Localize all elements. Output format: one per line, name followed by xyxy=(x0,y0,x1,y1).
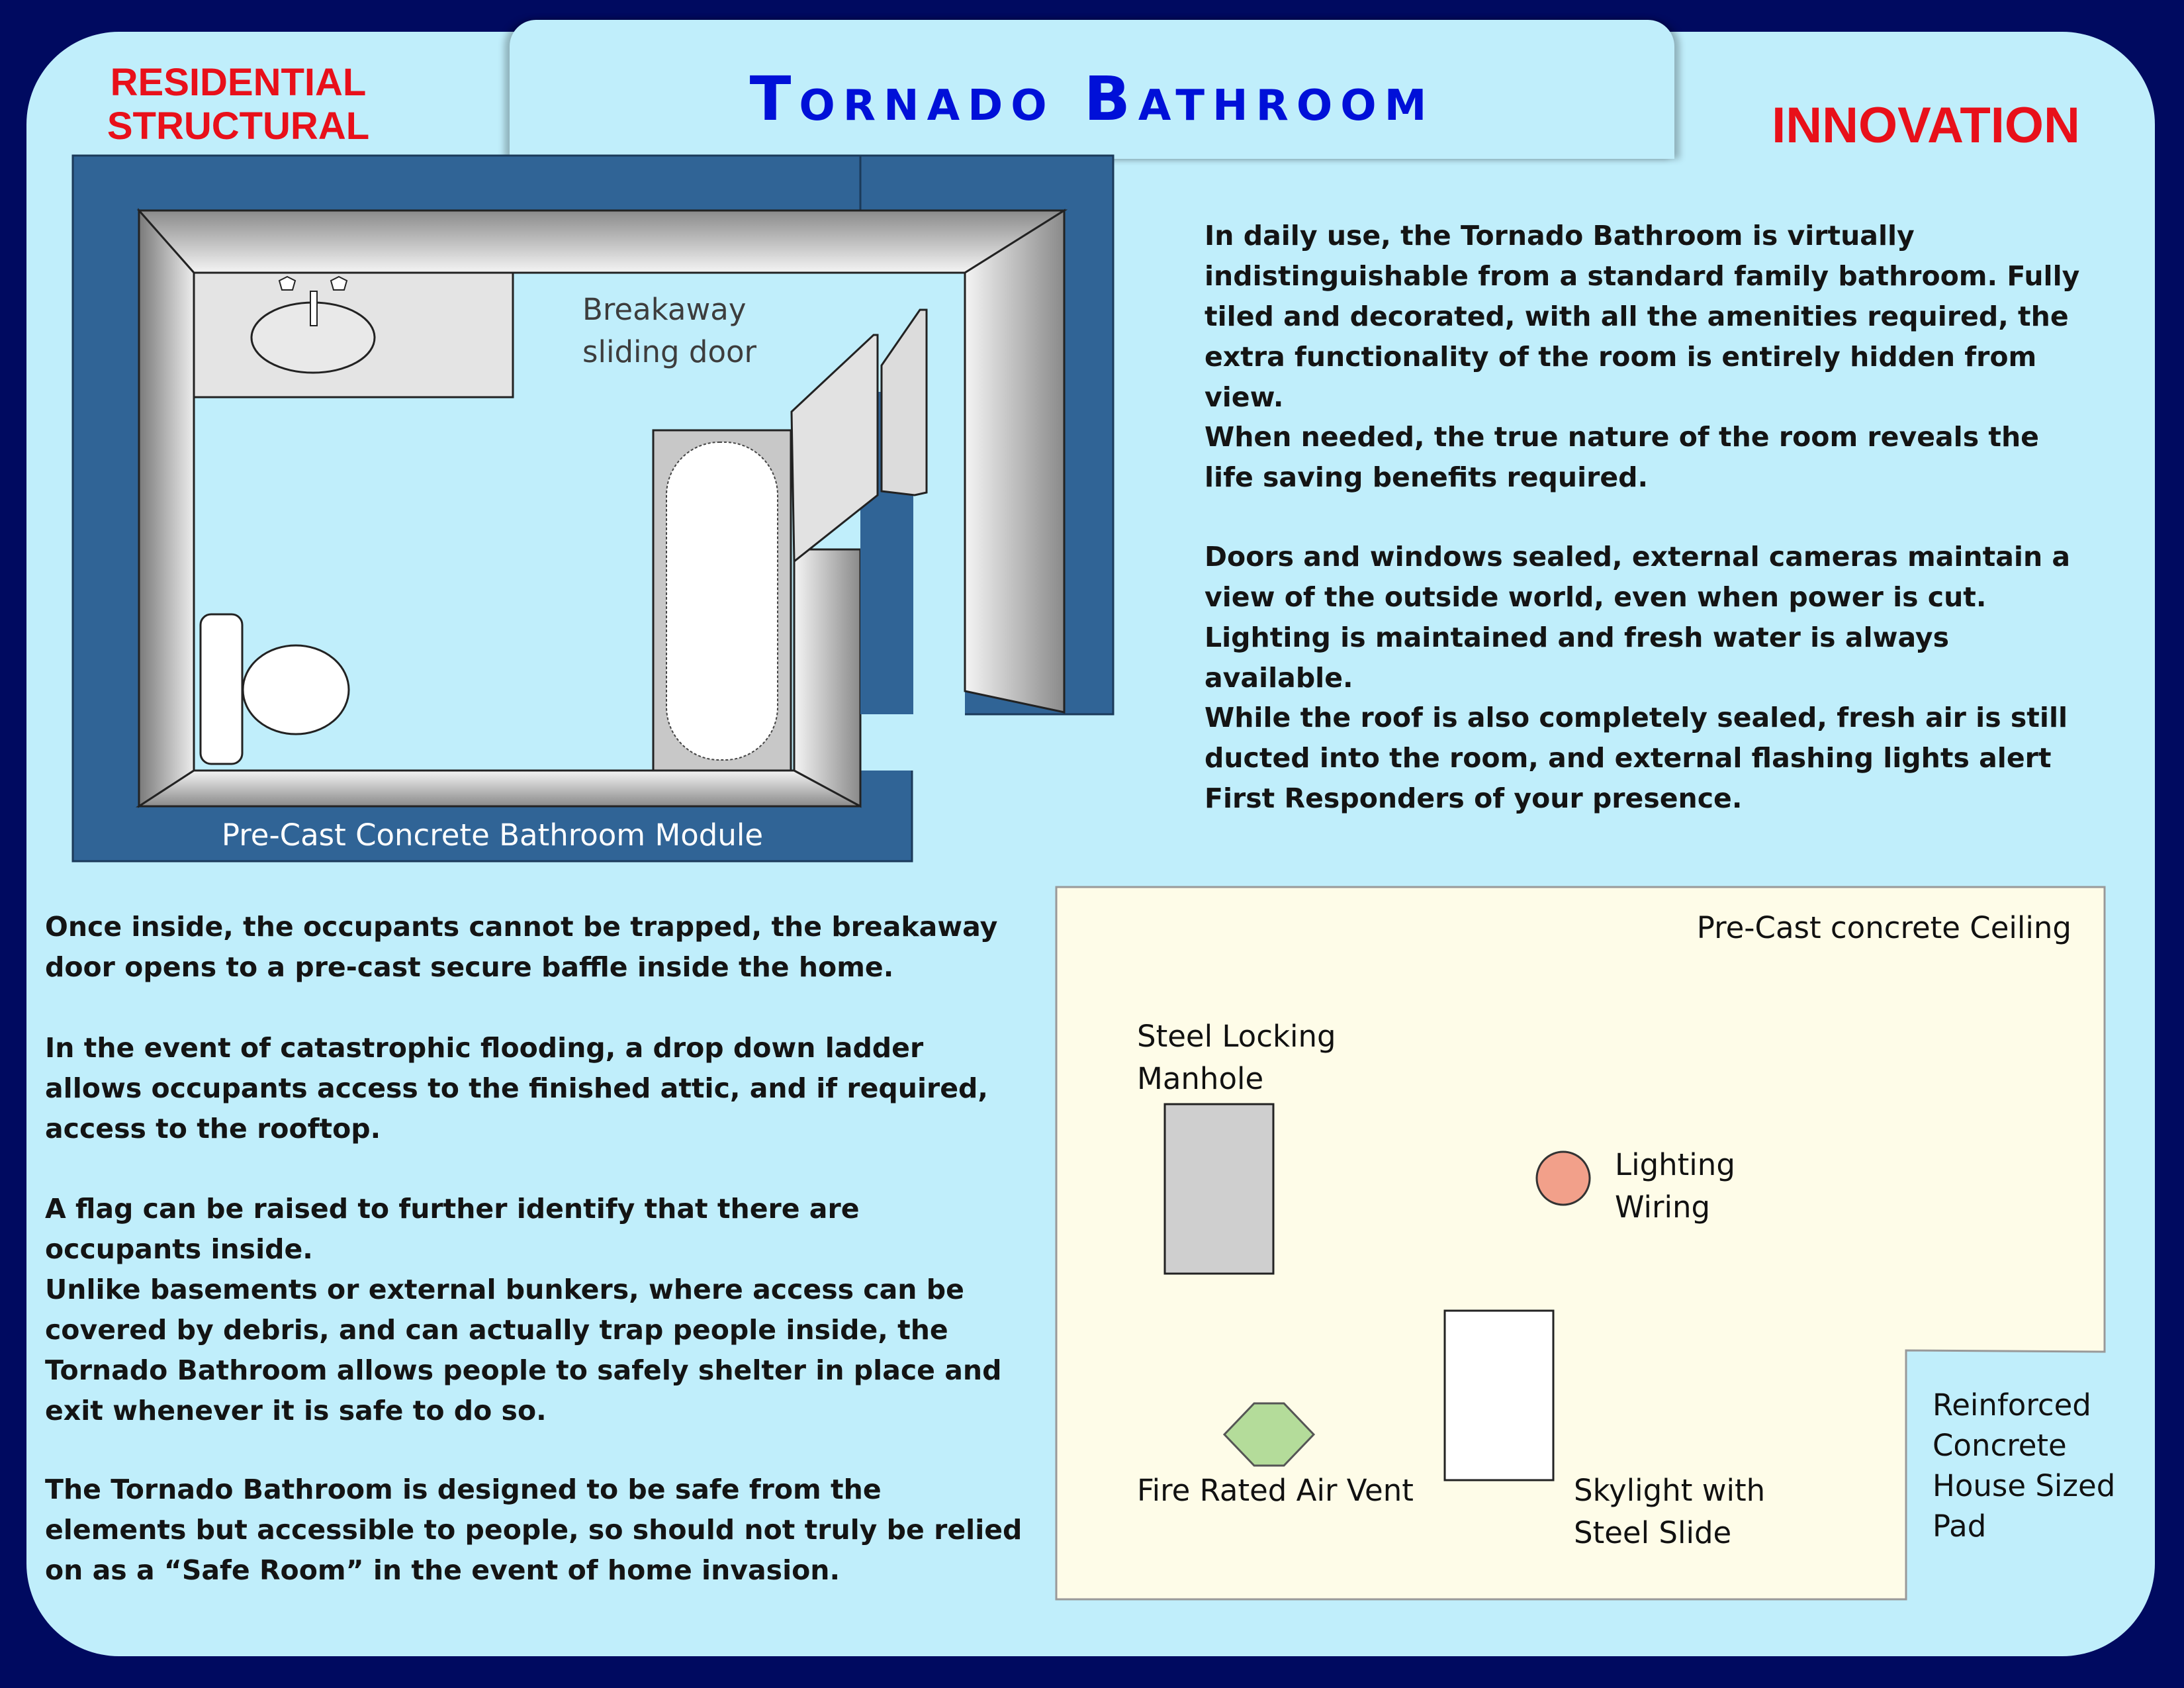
bathtub-basin xyxy=(666,442,778,760)
flag-paragraph: A flag can be raised to further identify that there are occupants inside. xyxy=(45,1193,860,1265)
page-title: Tornado Bathroom xyxy=(749,64,1435,134)
manhole-label-line1: Steel Locking xyxy=(1137,1019,1336,1054)
module-caption: Pre-Cast Concrete Bathroom Module xyxy=(221,818,764,853)
manhole-label xyxy=(1137,1015,1336,1100)
pad-label-line1: Reinforced xyxy=(1933,1387,2091,1423)
flooding-paragraph: In the event of catastrophic flooding, a drop down ladder allows occupants access to the finished attic, and if required, access to the rooftop. xyxy=(45,1032,988,1145)
door-label xyxy=(582,289,756,373)
wall-top xyxy=(139,211,1064,273)
benefits-paragraph: When needed, the true nature of the room reveals the life saving benefits required. xyxy=(1205,421,2039,493)
pad-label-line4: Pad xyxy=(1933,1509,1987,1544)
sink-faucet xyxy=(310,291,317,326)
wall-bottom xyxy=(139,771,860,806)
manhole xyxy=(1165,1104,1273,1274)
pad-label-line2: Concrete xyxy=(1933,1428,2067,1463)
ceiling-title: Pre-Cast concrete Ceiling xyxy=(1696,910,2071,945)
toilet-bowl xyxy=(243,645,349,734)
ventilation-paragraph: While the roof is also completely sealed, fresh air is still ducted into the room, and external flashing lights alert First Responders of your presence. xyxy=(1205,702,2068,814)
lighting-label-line1: Lighting xyxy=(1615,1147,1735,1182)
category-tag-line2: STRUCTURAL xyxy=(107,105,370,148)
category-tag-line1: RESIDENTIAL xyxy=(110,61,367,104)
bathroom-floor-plan xyxy=(73,156,1113,861)
escape-paragraph: Once inside, the occupants cannot be trapped, the breakaway door opens to a pre-cast secure baffle inside the home. xyxy=(45,911,998,983)
pad-label xyxy=(1933,1385,2115,1546)
door-label-line1: Breakaway xyxy=(582,292,747,327)
door-label-line2: sliding door xyxy=(582,334,757,369)
lighting-label-line2: Wiring xyxy=(1615,1190,1711,1225)
lighting-fixture xyxy=(1537,1152,1590,1205)
toilet-tank xyxy=(201,614,242,764)
wall-left xyxy=(139,211,194,806)
skylight-label xyxy=(1574,1470,1765,1554)
skylight-label-line2: Steel Slide xyxy=(1574,1515,1732,1550)
skylight-label-line1: Skylight with xyxy=(1574,1473,1766,1508)
pad-label-line3: House Sized xyxy=(1933,1468,2116,1503)
safety-paragraph: The Tornado Bathroom is designed to be safe from the elements but accessible to people, so should not truly be relied on as a “Safe Room” in the event of home invasion. xyxy=(45,1474,1023,1586)
sealing-paragraph: Doors and windows sealed, external cameras maintain a view of the outside world, even when power is cut. Lighting is maintained and fresh water is always available. xyxy=(1205,541,2071,694)
manhole-label-line2: Manhole xyxy=(1137,1061,1264,1096)
skylight xyxy=(1445,1311,1553,1480)
wall-right-lower xyxy=(794,549,860,806)
wall-right-upper xyxy=(965,211,1064,712)
intro-paragraph: In daily use, the Tornado Bathroom is virtually indistinguishable from a standard family bathroom. Fully tiled and decorated, with all the amenities required, the extra functionality of the room is entirely hidden from view. xyxy=(1205,220,2080,413)
vent-label: Fire Rated Air Vent xyxy=(1137,1473,1414,1508)
comparison-paragraph: Unlike basements or external bunkers, where access can be covered by debris, and can actually trap people inside, the Tornado Bathroom allows people to safely shelter in place and exit whenever it is safe to do so. xyxy=(45,1274,1002,1427)
lighting-label xyxy=(1615,1144,1735,1229)
innovation-tag: INNOVATION xyxy=(1772,97,2080,154)
